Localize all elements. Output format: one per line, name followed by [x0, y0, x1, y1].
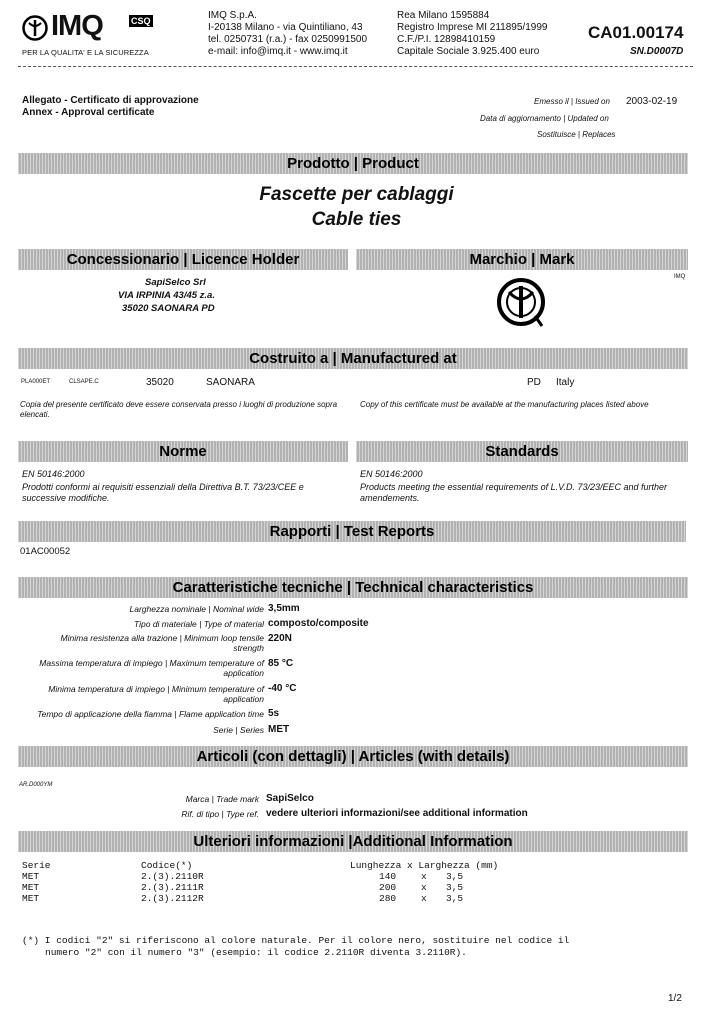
col-header-dimensions: Lunghezza x Larghezza (mm) [350, 860, 499, 871]
tech-value: 85 °C [268, 658, 294, 669]
tech-label: Minima resistenza alla trazione | Minimum loop tensile strength [60, 633, 264, 653]
norme-text: Prodotti conformi ai requisiti essenziali della Direttiva B.T. 73/23/CEE e successive modifiche. [22, 482, 304, 503]
tech-label: Tipo di materiale | Type of material [134, 619, 264, 629]
tagline: PER LA QUALITA' E LA SICUREZZA [22, 48, 149, 57]
cell-width: 3,5 [446, 893, 464, 904]
company-line: IMQ S.p.A. [208, 10, 257, 21]
tech-value: MET [268, 724, 290, 735]
holder-city: 35020 SAONARA PD [122, 303, 215, 314]
registry-line: Rea Milano 1595884 [397, 10, 490, 21]
holder-name: SapiSelco Srl [145, 277, 206, 288]
standards-bar: Standards [356, 441, 688, 462]
articles-bar: Articoli (con dettagli) | Articles (with details) [18, 746, 688, 767]
table-row [0, 882, 713, 893]
site-city: SAONARA [206, 377, 255, 388]
site-code-1: PLA000ET [21, 379, 51, 385]
site-province: PD [527, 377, 541, 388]
imq-logo [22, 12, 162, 46]
cell-length: 200 [379, 882, 397, 893]
cell-codice: 2.(3).2111R [141, 882, 204, 893]
cell-codice: 2.(3).2112R [141, 893, 204, 904]
norme-bar: Norme [18, 441, 348, 462]
cell-length: 140 [379, 871, 397, 882]
product-bar: Prodotto | Product [18, 153, 688, 174]
site-country: Italy [556, 377, 575, 388]
trade-mark-label: Marca | Trade mark [185, 794, 259, 804]
tech-label: Larghezza nominale | Nominal wide [129, 604, 264, 614]
registry-info [397, 10, 547, 58]
holder-bar: Concessionario | Licence Holder [18, 249, 348, 270]
footnote-line-1: (*) I codici "2" si riferiscono al colore naturale. Per il colore nero, sostituire nel codice il [22, 935, 570, 946]
registry-line: Capitale Sociale 3.925.400 euro [397, 46, 540, 57]
cell-serie: MET [22, 893, 40, 904]
holder-address: VIA IRPINIA 43/45 z.a. [118, 290, 215, 301]
cell-x: x [421, 871, 427, 882]
tech-label: Serie | Series [213, 725, 264, 735]
logo-text: IMQ [51, 10, 103, 42]
replaces-label: Sostituisce | Replaces [537, 130, 616, 139]
standards-code: EN 50146:2000 [360, 469, 423, 479]
tech-label: Massima temperatura di impiego | Maximum temperature of application [39, 658, 264, 678]
trade-mark-value: SapiSelco [266, 793, 314, 804]
cell-width: 3,5 [446, 871, 464, 882]
article-code: AR.D000YM [19, 782, 53, 788]
header-divider [18, 66, 693, 67]
cell-serie: MET [22, 871, 40, 882]
tech-value: composto/composite [268, 618, 369, 629]
product-title-en: Cable ties [311, 209, 402, 230]
tech-value: -40 °C [268, 683, 297, 694]
site-code-2: CLSAPE.C [69, 379, 99, 385]
product-title-it: Fascette per cablaggi [259, 184, 454, 205]
company-line: e-mail: info@imq.it - www.imq.it [208, 46, 348, 57]
cell-length: 280 [379, 893, 397, 904]
mark-bar: Marchio | Mark [356, 249, 688, 270]
cell-serie: MET [22, 882, 40, 893]
cell-x: x [421, 882, 427, 893]
table-row [0, 871, 713, 882]
company-info [208, 10, 367, 58]
cell-width: 3,5 [446, 882, 464, 893]
page-number: 1/2 [668, 993, 682, 1004]
type-ref-value: vedere ulteriori informazioni/see additional information [266, 808, 528, 819]
cell-codice: 2.(3).2110R [141, 871, 204, 882]
mark-note: IMQ [674, 274, 686, 280]
updated-label: Data di aggiornamento | Updated on [480, 114, 609, 123]
tech-label: Minima temperatura di impiego | Minimum temperature of application [48, 684, 264, 704]
company-line: tel. 0250731 (r.a.) - fax 0250991500 [208, 34, 368, 45]
footnote-line-2: numero "2" con il numero "3" (esempio: il codice 2.2110R diventa 3.2110R). [45, 947, 467, 958]
col-header-serie: Serie [22, 860, 51, 871]
tech-value: 5s [268, 708, 280, 719]
norme-code: EN 50146:2000 [22, 469, 85, 479]
tech-value: 3,5mm [268, 603, 300, 614]
annex-title-en: Annex - Approval certificate [22, 107, 155, 118]
manufactured-bar: Costruito a | Manufactured at [18, 348, 688, 369]
tech-value: 220N [268, 633, 292, 644]
manufactured-note-en: Copy of this certificate must be available at the manufacturing places listed above [360, 400, 649, 409]
tech-label: Tempo di applicazione della fiamma | Flame application time [37, 709, 264, 719]
imq-mark-icon [22, 15, 48, 41]
registry-line: Registro Imprese MI 211895/1999 [397, 22, 548, 33]
additional-bar: Ulteriori informazioni |Additional Information [18, 831, 688, 852]
site-zip: 35020 [146, 377, 174, 388]
cell-x: x [421, 893, 427, 904]
manufactured-note-it: Copia del presente certificato deve essere conservata presso i luoghi di produzione sopra elencati. [20, 400, 338, 419]
annex-title-it: Allegato - Certificato di approvazione [22, 95, 199, 106]
cert-number: CA01.00174 [588, 23, 684, 42]
type-ref-label: Rif. di tipo | Type ref. [181, 809, 259, 819]
imq-mark-symbol-icon [495, 276, 547, 328]
standards-text: Products meeting the essential requirements of L.V.D. 73/23/EEC and further amendements. [360, 482, 667, 503]
table-row [0, 893, 713, 904]
reports-bar: Rapporti | Test Reports [18, 521, 686, 542]
company-line: I-20138 Milano - via Quintiliano, 43 [208, 22, 363, 33]
serial-number: SN.D0007D [630, 46, 684, 57]
tech-bar: Caratteristiche tecniche | Technical characteristics [18, 577, 688, 598]
col-header-codice: Codice(*) [141, 860, 193, 871]
report-code: 01AC00052 [20, 546, 71, 557]
csq-badge: CSQ [131, 16, 151, 26]
issued-label: Emesso il | Issued on [534, 97, 610, 106]
registry-line: C.F./P.I. 12898410159 [397, 34, 496, 45]
issued-date: 2003-02-19 [626, 96, 678, 107]
